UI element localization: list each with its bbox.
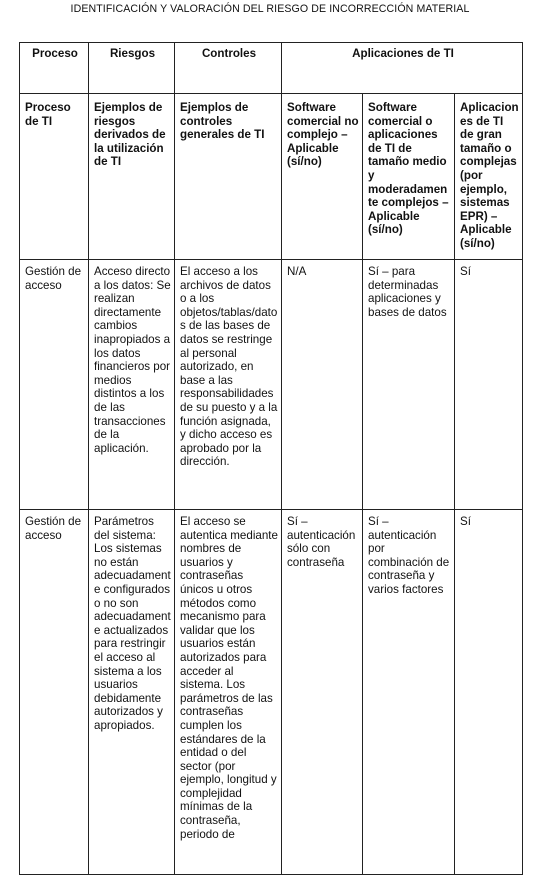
risk-table — [19, 42, 523, 875]
table-row — [20, 510, 523, 875]
cell-control: El acceso a los archivos de datos o a los objetos/tablas/datos de las bases de datos se restringe al personal autorizado, en base a las responsabilidades de su puesto y a la función asignada, y dicho acceso es aprobado por la dirección. — [175, 260, 282, 510]
subheader-no-complejo: Software comercial no complejo – Aplicable (sí/no) — [282, 94, 363, 260]
table-subheader-row — [20, 94, 523, 260]
cell-proceso: Gestión de acceso — [20, 260, 89, 510]
cell-proceso: Gestión de acceso — [20, 510, 89, 875]
cell-mediano: Sí – autenticación por combinación de contraseña y varios factores — [363, 510, 455, 875]
subheader-mediano: Software comercial o aplicaciones de TI de tamaño medio y moderadamente complejos – Aplicable (sí/no) — [363, 94, 455, 260]
subheader-proceso: Proceso de TI — [20, 94, 89, 260]
cell-riesgo: Parámetros del sistema: Los sistemas no están adecuadamente configurados o no son adecuadamente actualizados para restringir el acceso al sistema a los usuarios debidamente autorizados y apropiados. — [89, 510, 175, 875]
cell-control: El acceso se autentica mediante nombres de usuarios y contraseñas únicos u otros métodos como mecanismo para validar que los usuarios están autorizados para acceder al sistema. Los parámetros de las contraseñas cumplen los estándares de la entidad o del sector (por ejemplo, longitud y complejidad mínimas de la contraseña, periodo de — [175, 510, 282, 875]
cell-mediano: Sí – para determinadas aplicaciones y bases de datos — [363, 260, 455, 510]
table-row — [20, 260, 523, 510]
header-riesgos: Riesgos — [89, 43, 175, 94]
subheader-controles: Ejemplos de controles generales de TI — [175, 94, 282, 260]
cell-no-complejo: N/A — [282, 260, 363, 510]
header-aplicaciones: Aplicaciones de TI — [282, 43, 523, 94]
header-proceso: Proceso — [20, 43, 89, 94]
table-header-row — [20, 43, 523, 94]
cell-complejo: Sí — [455, 260, 523, 510]
cell-riesgo: Acceso directo a los datos: Se realizan directamente cambios inapropiados a los datos financieros por medios distintos a los de las transacciones de la aplicación. — [89, 260, 175, 510]
header-controles: Controles — [175, 43, 282, 94]
subheader-complejo: Aplicaciones de TI de gran tamaño o complejas (por ejemplo, sistemas EPR) – Aplicable (sí/no) — [455, 94, 523, 260]
document-title: IDENTIFICACIÓN Y VALORACIÓN DEL RIESGO DE INCORRECCIÓN MATERIAL — [70, 3, 470, 15]
cell-no-complejo: Sí – autenticación sólo con contraseña — [282, 510, 363, 875]
cell-complejo: Sí — [455, 510, 523, 875]
subheader-riesgos: Ejemplos de riesgos derivados de la utilización de TI — [89, 94, 175, 260]
